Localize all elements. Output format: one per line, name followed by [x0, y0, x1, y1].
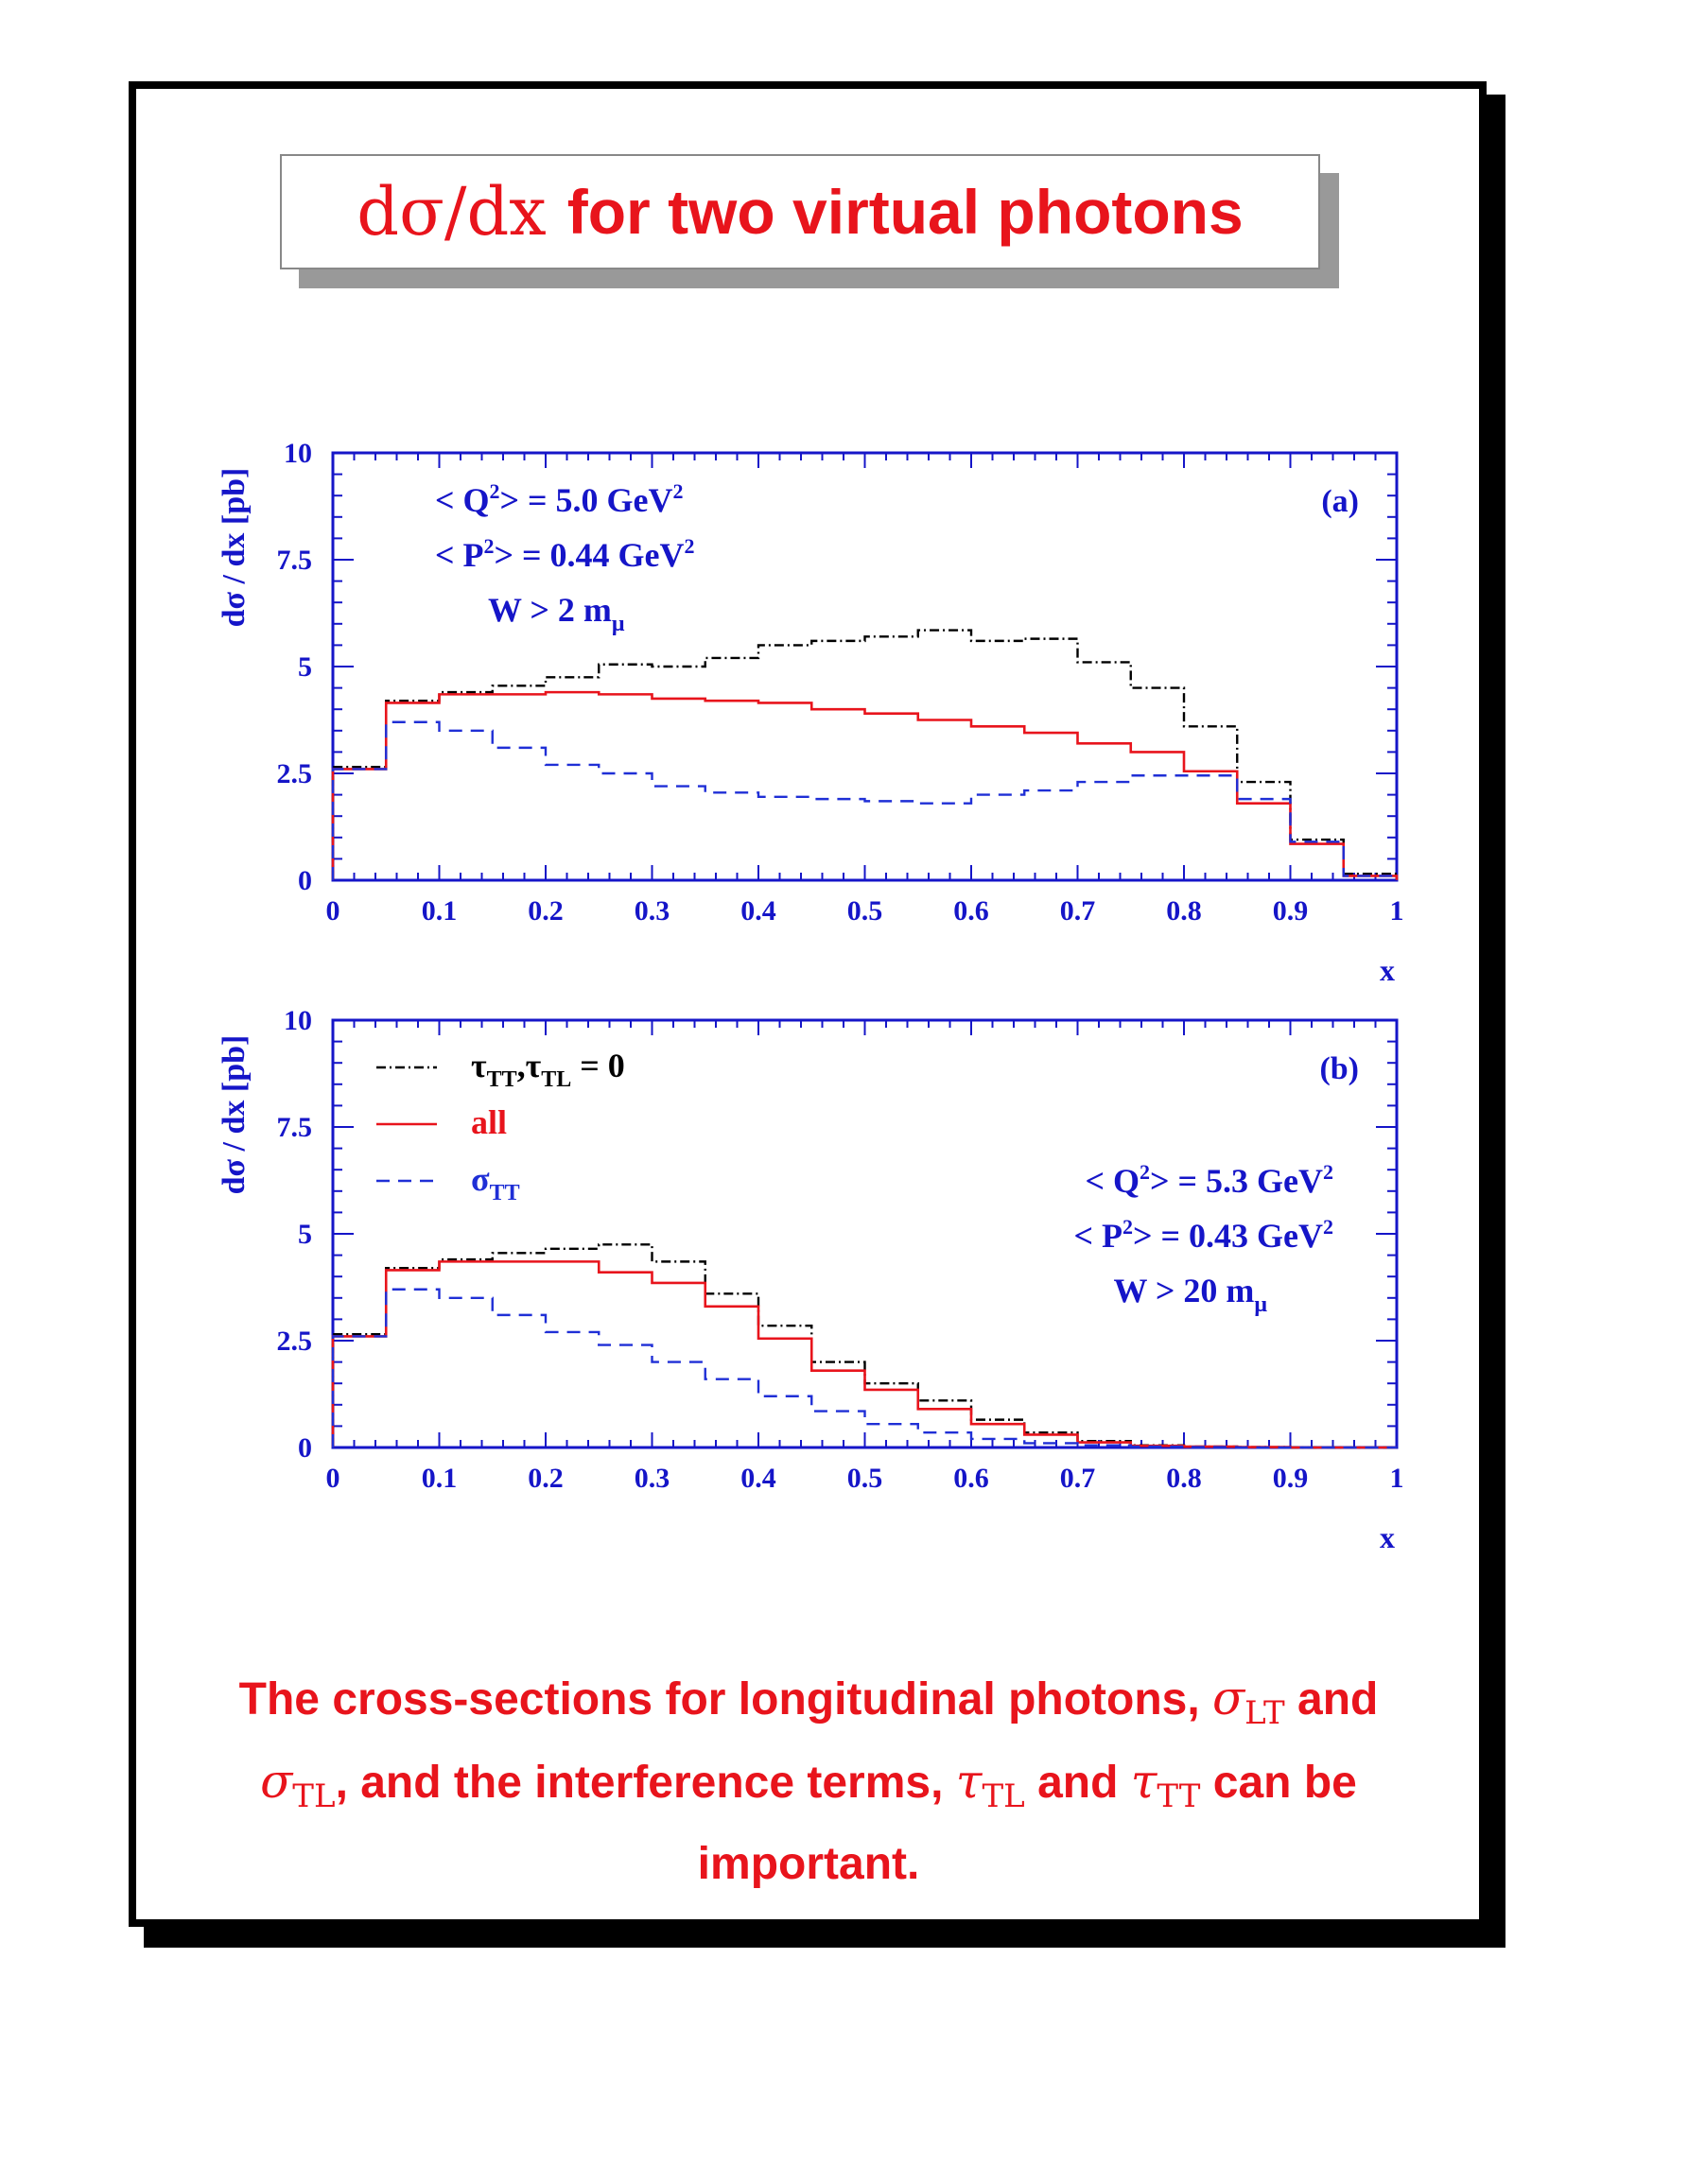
x-tick-label: 0.9	[1272, 895, 1309, 927]
y-tick-label: 0	[298, 1432, 312, 1464]
title-math: dσ/dx	[357, 173, 547, 251]
x-tick-label: 0.8	[1166, 1463, 1202, 1494]
caption-text-2: and	[1297, 1674, 1379, 1725]
x-tick-label: 0.6	[953, 1463, 989, 1494]
page-title	[280, 154, 1320, 269]
y-axis-label: dσ / dx [pb]	[217, 467, 252, 628]
chart-panel-b	[189, 997, 1456, 1565]
x-tick-label: 0.2	[528, 1463, 564, 1494]
annotation-line-2: < $P^2> = 0.44$ GeV$^2$	[435, 534, 695, 574]
y-tick-label: 7.5	[276, 1112, 312, 1143]
caption-text-1: The cross-sections for longitudinal photons,	[238, 1674, 1200, 1725]
x-axis-label: x	[1380, 953, 1395, 987]
chart-panel-a	[189, 430, 1456, 997]
panel-label: (a)	[1321, 484, 1359, 519]
x-tick-label: 1	[1389, 1463, 1404, 1494]
y-tick-label: 7.5	[276, 545, 312, 576]
y-tick-label: 10	[284, 1005, 312, 1036]
x-tick-label: 0.2	[528, 895, 564, 927]
legend-label-stt: $\sigma_{TT}$	[471, 1160, 520, 1205]
x-tick-label: 0.7	[1059, 895, 1096, 927]
x-tick-label: 0.6	[953, 895, 989, 927]
x-tick-label: 0.1	[421, 1463, 458, 1494]
x-tick-label: 0.8	[1166, 895, 1202, 927]
x-tick-label: 1	[1389, 895, 1404, 927]
x-tick-label: 0.9	[1272, 1463, 1309, 1494]
panel-label: (b)	[1319, 1051, 1359, 1086]
caption	[180, 1664, 1437, 1898]
y-tick-label: 2.5	[276, 758, 312, 789]
title-text: for two virtual photons	[566, 177, 1244, 247]
caption-text-4: and	[1037, 1758, 1119, 1808]
caption-sigma-tl: $\sigma_{TL}$	[260, 1754, 336, 1815]
caption-tau-tt: $\tau_{TT}$	[1130, 1754, 1201, 1815]
x-tick-label: 0.3	[634, 895, 670, 927]
legend-label-all: all	[471, 1103, 508, 1141]
x-tick-label: 0.4	[740, 895, 776, 927]
x-tick-label: 0.5	[846, 1463, 883, 1494]
x-axis-label: x	[1380, 1520, 1395, 1554]
annotation-line-1: < $Q^2> = 5.3$ GeV$^2$	[1085, 1160, 1333, 1200]
series-tau-line	[333, 631, 1397, 880]
x-tick-label: 0.4	[740, 1463, 776, 1494]
x-tick-label: 0	[325, 1463, 340, 1494]
x-tick-label: 0.7	[1059, 1463, 1096, 1494]
y-axis-label: dσ / dx [pb]	[217, 1034, 252, 1195]
plot-frame	[333, 453, 1397, 880]
caption-text-3: , and the interference terms,	[335, 1758, 944, 1808]
x-tick-label: 0.3	[634, 1463, 670, 1494]
caption-tau-tl: $\tau_{TL}$	[955, 1754, 1025, 1815]
y-tick-label: 5	[298, 651, 312, 683]
annotation-line-3: W > 2 $m_\mu$	[488, 591, 625, 636]
y-tick-label: 10	[284, 438, 312, 469]
x-tick-label: 0.1	[421, 895, 458, 927]
caption-text-5: can be important.	[697, 1758, 1357, 1889]
x-tick-label: 0	[325, 895, 340, 927]
y-tick-label: 5	[298, 1219, 312, 1250]
y-tick-label: 2.5	[276, 1326, 312, 1357]
annotation-line-1: < $Q^2> = 5.0$ GeV$^2$	[435, 479, 684, 519]
caption-sigma-lt: $\sigma_{LT}$	[1212, 1671, 1285, 1732]
x-tick-label: 0.5	[846, 895, 883, 927]
y-tick-label: 0	[298, 865, 312, 896]
annotation-line-2: < $P^2> = 0.43$ GeV$^2$	[1073, 1215, 1333, 1255]
legend-label-tau: $\tau_{TT},\tau_{TL} = 0$	[471, 1047, 625, 1092]
annotation-line-3: W > 20 $m_\mu$	[1113, 1272, 1267, 1317]
